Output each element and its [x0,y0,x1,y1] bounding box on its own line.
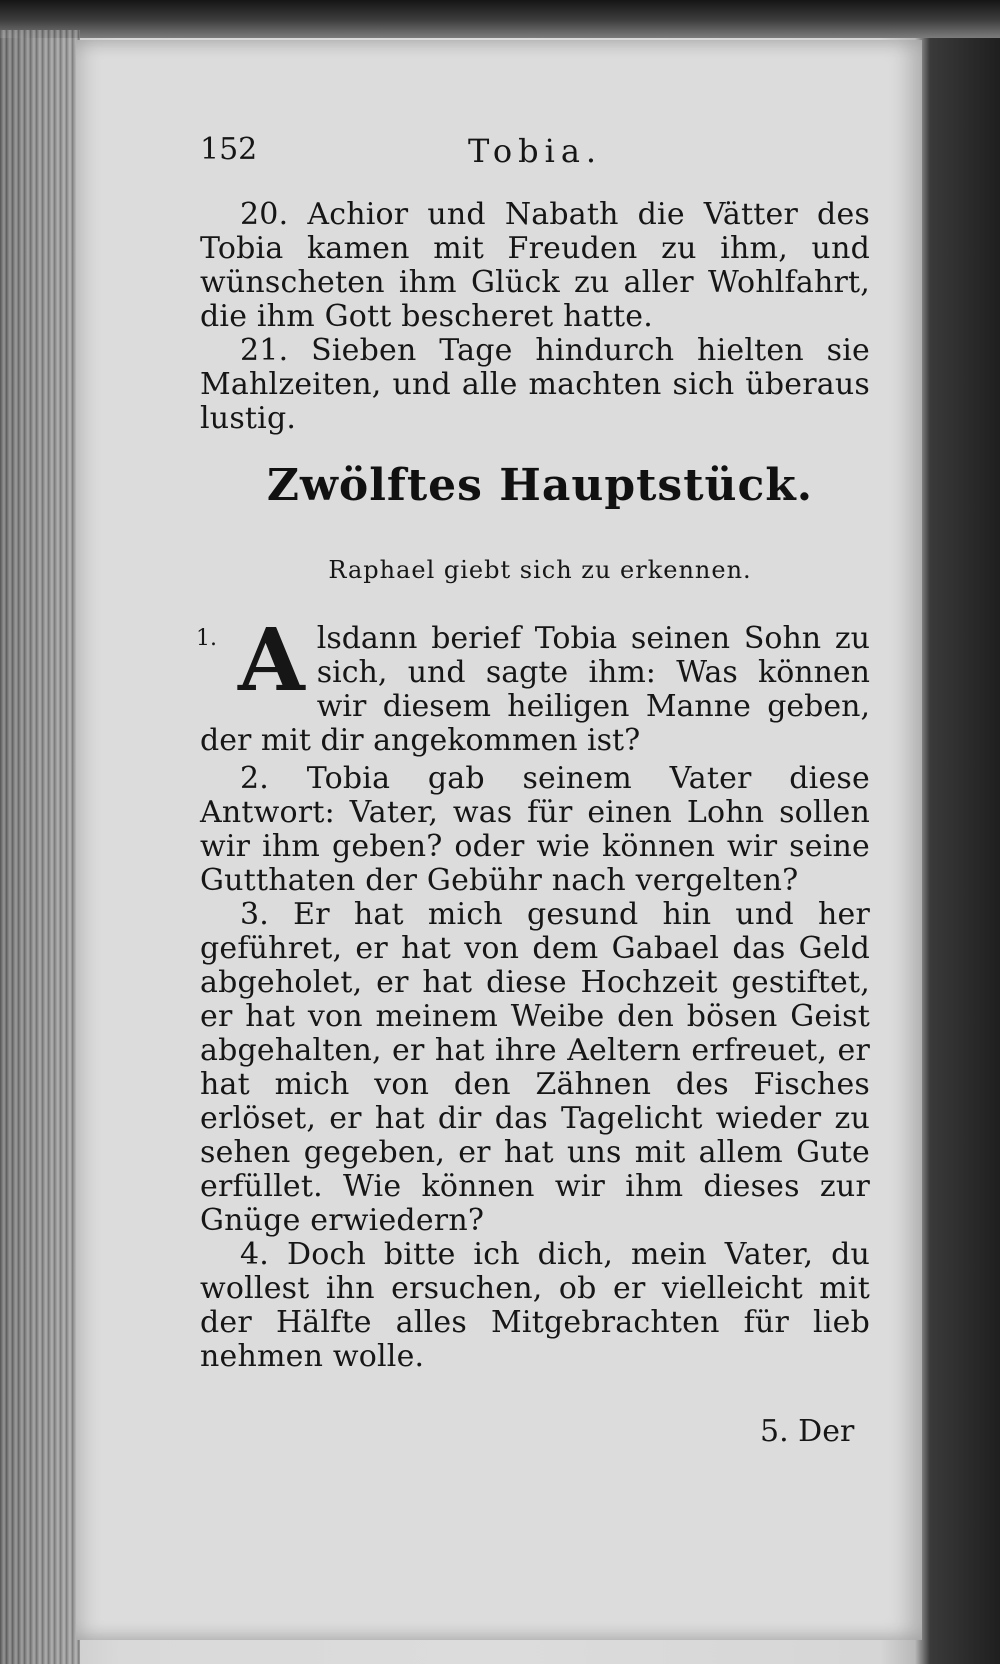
verse-4 [200,1238,870,1374]
page-edges [0,30,80,1664]
verse-number: 21. [240,333,289,368]
verse-3 [200,898,870,1238]
verse-2 [200,762,870,898]
verse-number: 1. [196,626,217,651]
verse-number: 4. [240,1237,270,1272]
verse-text: Sieben Tage hindurch hielten sie Mahlzeiten, und alle machten sich überaus lustig. [200,333,870,436]
chapter-subtitle: Raphael giebt sich zu erkennen. [328,556,752,584]
top-verses [200,198,870,436]
catchword: 5. Der [760,1414,855,1449]
verse-text: Doch bitte ich dich, mein Vater, du wollest ihn ersuchen, ob er vielleicht mit der Hälfte alles Mitgebrachten für lieb nehmen wolle. [200,1237,870,1374]
verse-21 [200,334,870,436]
verse-1 [196,610,870,758]
verse-text: Er hat mich gesund hin und her geführet, er hat von dem Gabael das Geld abgeholet, er hat diese Hochzeit gestiftet, er hat von meinem Weibe den bösen Geist abgehalten, er hat ihre Aeltern erfreuet, er hat mich von den Zähnen des Fisches erlöset, er hat dir das Tagelicht wieder zu sehen gegeben, er hat uns mit allem Gute erfüllet. Wie können wir ihm dieses zur Gnüge erwiedern? [200,897,870,1238]
running-head-title: Tobia. [468,132,603,170]
chapter-heading: Zwölftes Hauptstück. [266,460,814,511]
verse-text: lsdann berief Tobia seinen Sohn zu sich, und sagte ihm: Was können wir diesem heiligen Manne geben, der mit dir angekommen ist? [200,621,870,758]
verse-text: Tobia gab seinem Vater diese Antwort: Vater, was für einen Lohn sollen wir ihm geben? oder wie können wir seine Gutthaten der Gebühr nach vergelten? [200,761,870,898]
verse-number: 2. [240,761,270,796]
verse-20 [200,198,870,334]
verse-text: Achior und Nabath die Vätter des Tobia kamen mit Freuden zu ihm, und wünscheten ihm Glück zu aller Wohlfahrt, die ihm Gott bescheret hatte. [200,197,870,334]
running-head [200,132,880,172]
drop-cap: A [238,610,305,711]
page-number: 152 [200,132,258,167]
verse-number: 3. [240,897,270,932]
book-top-edge [0,0,1000,38]
verse-number: 20. [240,197,289,232]
verses [200,762,870,1374]
